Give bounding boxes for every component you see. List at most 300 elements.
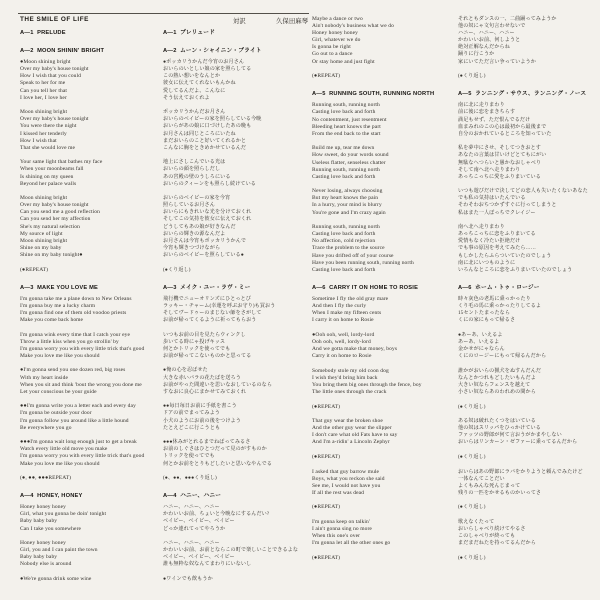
lyric-line: Make you come back home: [20, 317, 84, 323]
lyric-line: Nobody else is around: [20, 561, 72, 568]
lyric-line: 私を夢中にさせ、そしてつきおとす: [458, 145, 541, 152]
stanza: [312, 454, 455, 461]
song-block: [20, 285, 160, 483]
song-heading: A—6 CARRY IT ON HOME TO ROSIE: [312, 284, 419, 291]
lyric-line: I ain't gonna sing no more: [312, 526, 372, 533]
lyric-line: Useless flatter, senseless chatter: [312, 159, 386, 166]
lyric-line: ●●I'm gonna write you a letter each and every day: [20, 403, 136, 410]
song-block: [163, 48, 310, 274]
lyric-line: You bring them big ones through the fence, boy: [312, 381, 422, 388]
lyric-line: 大きな赤いバラの花たばを送ろう: [163, 374, 241, 381]
lyric-line: See me, I would not have you: [312, 482, 381, 489]
lyric-line: そう伝えておくれよ: [163, 94, 210, 101]
stanza: [458, 188, 600, 216]
lyric-line: ある奴は破れたくつをはいている: [458, 418, 536, 425]
lyric-line: Over my baby's house tonight: [20, 116, 89, 123]
lyric-line: どっか連れてってやろうか: [163, 525, 226, 532]
lyric-line: That she would love me: [20, 144, 76, 151]
lyric-line: ドアの前でまってみよう: [163, 410, 220, 417]
stanza: [312, 368, 455, 396]
lyric-line: ●●●休みがとれるまでねばってみるさ: [163, 439, 251, 446]
lyric-line: I'm gonna be outside your door: [20, 410, 92, 417]
lyric-line: The little ones through the crack: [312, 388, 387, 395]
stanza: [20, 332, 160, 360]
lyric-line: Watch every little old move you make: [20, 446, 108, 453]
stanza: [458, 519, 600, 547]
lyric-line: (●くり返し): [458, 454, 486, 460]
song-block: [20, 48, 160, 274]
lyric-line: ●Moon shining bright: [20, 59, 71, 66]
stanza: [312, 332, 455, 360]
lyric-line: 一体なんてことだい: [458, 475, 505, 482]
stanza: [20, 267, 160, 274]
translator-name: 久保田麻琴: [276, 18, 308, 25]
lyric-line: このしゃべりが終っても: [458, 533, 516, 540]
lyric-line: それともダンスの一、二曲踊ってみようか: [458, 16, 557, 22]
lyric-line: お月さんは今宵もポッカリうかんで: [163, 237, 247, 244]
stanza: [163, 332, 310, 360]
lyric-line: 私はまた一人ぼっちでクレイジー: [458, 209, 536, 216]
lyric-line: I'm gonna worry you with every little trick that's good: [20, 345, 145, 352]
lyric-line: I'm gonna take me a plane down to New Orleans: [20, 295, 132, 302]
lyric-line: Sometime I fly the old gray mare: [312, 295, 389, 302]
lyric-line: 他の奴にゃ文句言わせないで: [458, 23, 526, 30]
lyric-line: ●●●I'm gonna wait long enough just to get a break: [20, 439, 137, 446]
lyric-line: Speak to her for me: [20, 80, 66, 87]
lyric-line: Casting love back and forth: [312, 173, 376, 180]
lyric-line: (●くり返し): [163, 266, 191, 273]
stanza: [312, 504, 455, 511]
lyric-line: 今宵も輝きつづけながら: [163, 244, 221, 251]
lyric-line: ●●毎日毎日お前に手紙を書こう: [163, 403, 237, 410]
lyric-line: あーあ、いえるよ: [458, 338, 500, 345]
song-heading: A—1 PRELUDE: [20, 30, 66, 36]
song-block: [458, 285, 600, 562]
lyric-line: こんなに胸をときめかせているんだ: [163, 144, 247, 151]
lyric-line: おいらのいとしい娘の家を照らしてる: [163, 66, 252, 73]
lyric-line: お前が帰ってくるように祈ってもらおう: [163, 317, 257, 323]
lyric-line: おいらのベイビーの家を今宵: [163, 195, 231, 202]
lyric-line: You're gone and I'm crazy again: [312, 209, 386, 216]
lyric-line: In a hurry, your mind is blurry: [312, 202, 382, 209]
stanza: [312, 555, 455, 562]
song-heading: A—1 プレリュード: [163, 30, 216, 36]
lyric-line: Girl, whatever we do: [312, 37, 361, 44]
lyric-line: Throw a little kiss when you go strollin' by: [20, 338, 119, 345]
lyric-line: 血まみれのこの心は最初から最後まで: [458, 123, 547, 130]
stanza: [458, 404, 600, 411]
lyric-line: おいらのベイビーの家を照らしている今晩: [163, 116, 262, 123]
lyric-line: I'm gonna find one of them old voodoo priests: [20, 309, 127, 316]
stanza: [163, 296, 310, 324]
lyric-line: 歩いてる時にゃ投げキッス: [163, 338, 226, 345]
stanza: [458, 555, 600, 562]
lyric-line: お前がやった間違いを思いなおしているのなら: [163, 381, 273, 388]
stanza: [312, 188, 455, 216]
stanza: [163, 540, 310, 568]
lyric-line: Over my baby's house tonight: [20, 66, 89, 73]
lyric-line: まだまだねたを持ってるんだから: [458, 540, 536, 547]
lyric-line: ●Ooh ooh, well, lordy-lord: [312, 331, 375, 338]
lyric-line: あっちこっちに恋をふりまいてる: [458, 231, 536, 238]
lyric-line: ●俺の心を忍ばせた: [163, 367, 208, 374]
lyric-line: Make you love me like you should: [20, 460, 100, 467]
lyric-line: Or stay home and just fight: [312, 58, 375, 65]
stanza: [163, 439, 310, 467]
lyric-line: I'm gonna worry you with every little trick that's good: [20, 453, 145, 460]
lyric-line: No affection, cold rejection: [312, 238, 376, 245]
lyric-line: 自分のおかれているところを知っていた: [458, 130, 552, 137]
stanza: [312, 404, 455, 411]
stanza: [163, 504, 310, 532]
stanza: [20, 59, 160, 102]
stanza: [20, 576, 160, 583]
lyric-line: Can you send her my affection: [20, 216, 91, 223]
lyric-line: Go out to a dance: [312, 51, 353, 58]
song-heading: A—4 HONEY, HONEY: [20, 493, 83, 500]
lyric-line: Baby baby baby: [20, 554, 58, 561]
lyric-line: Moon shining bright: [20, 237, 68, 244]
column-japanese-right: [458, 16, 600, 570]
song-block: [458, 91, 600, 274]
lyric-line: あの宮殿の壁のうしろにいる: [163, 173, 231, 180]
lyric-line: 絶対正解なんだからね: [458, 44, 510, 51]
lyric-line: Running south, running north: [312, 102, 380, 109]
lyric-line: 満足もせず、ただ恨んでるだけ: [458, 116, 531, 123]
stanza: [458, 368, 600, 396]
stanza: [20, 504, 160, 532]
lyric-line: My source of light: [20, 230, 63, 237]
lyric-line: なんとかつれもどしたいもんだよ: [458, 374, 536, 381]
lyric-line: I kissed her tenderly: [20, 130, 67, 137]
lyric-line: Shine on my baby: [20, 244, 62, 251]
lyric-line: Somebody stole my old coon dog: [312, 367, 389, 374]
lyric-line: おいらのクィーンをも照らし続けている: [163, 180, 256, 187]
stanza: [163, 403, 310, 431]
lyric-line: たとえどこに行こうとも: [163, 424, 221, 431]
stanza: [20, 540, 160, 568]
lyric-line: I'm gonna wink every time that I catch your eye: [20, 331, 130, 338]
lyric-line: かわいいお前、お前とならこの町で楽しいことできるよな: [163, 547, 299, 554]
song-block: [312, 91, 455, 274]
stanza: [312, 16, 455, 66]
lyric-line: おいらのベイビーを照らしている●: [163, 251, 244, 258]
stanza: [312, 469, 455, 497]
lyric-line: 家にいてただ言い争っていようか: [458, 58, 536, 65]
song-heading: A—2 ムーン・シャイニン・ブライト: [163, 48, 262, 55]
lyric-line: How I wish that: [20, 137, 57, 144]
lyric-line: かわいいお前、何しようと: [458, 37, 521, 44]
stanza: [163, 475, 310, 482]
lyric-line: Baby baby baby: [20, 518, 58, 525]
lyric-line: この熱い想いをなんとか: [163, 73, 221, 80]
lyric-line: Can you send me a good reflection: [20, 209, 100, 216]
lyric-line: あっちこっちに愛をふりまいている: [458, 173, 541, 180]
song-heading: A—3 メイク・ユー・ラヴ・ミー: [163, 284, 251, 291]
lyric-line: Moon shining bright: [20, 109, 68, 116]
stanza: [312, 519, 455, 547]
lyric-line: Make you love me like you should: [20, 352, 100, 359]
lyric-line: おいらはリンカーン・ゼファーに乗ってるんだから: [458, 439, 578, 446]
lyric-line: ラッキー・チャーム(幸運を呼ぶお守り)も買おう: [163, 302, 276, 309]
lyric-line: Is shining on my queen: [20, 173, 74, 180]
stanza: [163, 59, 310, 102]
lyric-line: ハニー、ハニー、ハニー: [163, 504, 220, 511]
lyric-line: Have you drifted off of your course: [312, 252, 394, 259]
lyric-line: ベイビー、ベイビー、ベイビー: [163, 518, 235, 525]
lyric-line: Running south, running north: [312, 224, 380, 231]
stanza: [312, 296, 455, 324]
lyric-line: 踊りに行こうか: [458, 51, 495, 58]
lyric-line: 時々灰色の老馬に乗っかったり: [458, 295, 531, 302]
lyric-line: (●くり返し): [458, 403, 486, 410]
lyric-line: (●くり返し): [458, 504, 486, 511]
lyric-line: I'm gonna keep on talkin': [312, 519, 370, 526]
lyric-line: そわそわおちつかずすぐに行ってしまうと: [458, 202, 557, 209]
lyric-line: When you sit and think 'bout the wrong you done me: [20, 381, 142, 388]
lyric-line: ポッカリうかんだお月さん: [163, 109, 226, 116]
lyric-line: Your same light that bathes my face: [20, 159, 103, 166]
lyric-line: おいらしゃべり続けてやるさ: [458, 526, 526, 533]
lyric-line: Bleeding heart knows the part: [312, 123, 381, 130]
lyric-line: そしてヴードゥーのまじない師をさがして: [163, 309, 262, 316]
lyric-line: 南に北にいつものように: [458, 259, 516, 266]
lyric-line: おいらはあの野郎にラバをかりようと頼んでみたけど: [458, 468, 583, 475]
lyric-line: お前が帰ってこないものかと思ってる: [163, 352, 252, 359]
lyric-line: (●REPEAT): [312, 403, 341, 410]
stanza: [458, 73, 600, 80]
lyric-line: When I make my fifteen cents: [312, 310, 382, 317]
column-english-right: [312, 16, 455, 570]
lyric-line: いろんなところに恋をふりまいていたのでしょう: [458, 266, 573, 273]
lyric-line: Moon shining bright: [20, 195, 68, 202]
stanza: [458, 145, 600, 180]
lyric-line: よくもみんな死んじまって: [458, 482, 521, 489]
stanza: [163, 367, 310, 395]
lyric-line: I'm gonna follow you around like a little hound: [20, 417, 129, 424]
column-english-left: [20, 30, 160, 591]
lyric-line: (●REPEAT): [312, 504, 341, 511]
lyric-line: If all the rest was dead: [312, 489, 365, 496]
lyric-line: How sweet, do your words sound: [312, 152, 389, 159]
lyric-line: Maybe a dance or two: [312, 16, 363, 22]
lyric-line: You were there the night: [20, 123, 77, 130]
lyric-line: おいらの輝きの源なんだよ: [163, 230, 226, 237]
lyric-line: でも事の原因を考えてみたら……: [458, 245, 536, 252]
stanza: [20, 439, 160, 467]
lyric-line: Can you tell her that: [20, 87, 68, 94]
lyric-line: お月さんは同じところにいたね: [163, 130, 236, 137]
lyric-line: 15セントたまったなら: [458, 310, 511, 317]
lyric-line: 照らしているお月さん: [163, 202, 215, 209]
song-heading: A—3 MAKE YOU LOVE ME: [20, 284, 99, 291]
lyric-line: ハニー、ハニー、ハニー: [458, 30, 515, 37]
lyric-line: Beyond her palace walls: [20, 180, 77, 187]
lyric-line: No contentment, just resentment: [312, 116, 387, 123]
lyric-line: I'm gonna buy me a lucky charm: [20, 302, 96, 309]
lyric-line: Have you been running south, running north: [312, 259, 414, 266]
lyric-line: And the other guy wear the slipper: [312, 425, 392, 432]
stanza: [163, 576, 310, 583]
lyric-line: And I'm a-ridin' a Lincoln Zephyr: [312, 439, 390, 446]
lyric-line: That guy wear the broken shoe: [312, 418, 383, 425]
lyric-line: (●REPEAT): [312, 73, 341, 80]
lyric-line: Over my baby's house tonight: [20, 202, 89, 209]
lyric-line: But my heart knows the pain: [312, 195, 379, 202]
lyric-line: Trace the problem to the source: [312, 245, 385, 252]
stanza: [20, 159, 160, 187]
lyric-line: ファッツの野郎が何て言おうがかまやしない: [458, 432, 562, 439]
stanza: [458, 332, 600, 360]
column-japanese-left: [163, 30, 310, 591]
song-heading: A—6 ホーム・トゥ・ロージー: [458, 284, 540, 291]
song-heading: A—5 RUNNING SOUTH, RUNNING NORTH: [312, 91, 435, 98]
lyric-line: Girl, you and I can paint the town: [20, 547, 98, 554]
lyric-line: そして南へ北へ走りまわり: [458, 166, 521, 173]
stanza: [312, 73, 455, 80]
lyric-line: おいらにもきれいな光を分けておくれ: [163, 209, 252, 216]
stanza: [458, 224, 600, 274]
lyric-line: くり毛の馬に乗っかったりしてるよ: [458, 303, 542, 309]
lyric-line: 地上にさしこんでいる光は: [163, 159, 226, 166]
lyric-line: くにの家にもって帰るさ: [458, 317, 516, 324]
translation-label: 対訳: [233, 18, 246, 25]
lyric-line: 残りの一匹をかせるものかいってさ: [458, 489, 542, 496]
lyric-line: Casting love back and forth: [312, 109, 376, 116]
lyric-line: Running south, running north: [312, 166, 380, 173]
lyric-line: Honey honey honey: [312, 30, 358, 37]
lyric-line: (●、●●、●●●くり返し): [163, 475, 217, 482]
lyric-line: ●ワインでも飲もうか: [163, 576, 213, 583]
lyric-line: 無駄なへつらいと愚かなおしゃべり: [458, 159, 542, 166]
lyric-line: もしかしたらふらついていたのでしょう: [458, 252, 552, 259]
lyric-line: 南に北に走りまわり: [458, 102, 505, 109]
stanza: [458, 454, 600, 461]
stanza: [163, 109, 310, 152]
stanza: [458, 296, 600, 324]
lyric-line: I'm gonna let all the other ones go: [312, 540, 391, 547]
stanza: [20, 195, 160, 259]
lyric-line: 何とかトリックを使ってでも: [163, 345, 231, 352]
lyric-line: 誰かがおいらの猟犬をぬすんだんだ: [458, 367, 542, 374]
lyric-line: 前に後に恋をまきちらす: [458, 109, 516, 116]
lyric-line: Is gonna be right: [312, 44, 351, 51]
song-block: [163, 493, 310, 583]
lyric-line: With my heart inside: [20, 374, 69, 381]
lyric-line: ●I'm gonna send you one dozen red, big roses: [20, 367, 126, 374]
lyric-line: Honey honey honey: [20, 540, 66, 547]
lyric-line: (●REPEAT): [20, 266, 49, 273]
lyric-line: When this one's over: [312, 533, 361, 540]
lyric-line: When your moonbeams fall: [20, 166, 84, 173]
lyric-line: I love her, I love her: [20, 94, 67, 101]
stanza: [20, 403, 160, 431]
stanza: [163, 195, 310, 259]
stanza: [458, 418, 600, 446]
lyric-line: ハニー、ハニー、ハニー: [163, 540, 220, 547]
stanza: [20, 109, 160, 152]
lyric-line: 他の奴はスリッパをひっかけている: [458, 425, 541, 432]
lyric-line: 誰も無粋な奴なんてまわりにいないし: [163, 561, 252, 568]
lyric-line: Boys, what you reckon she said: [312, 475, 385, 482]
stanza: [20, 296, 160, 324]
lyric-line: 愛してるんだよ、こんなに: [163, 87, 226, 94]
song-block: [312, 16, 455, 80]
lyric-line: Let your conscious be your guide: [20, 388, 97, 395]
lyric-line: (●くり返し): [458, 73, 486, 80]
lyric-line: 大きい奴ならフェンスを越えて: [458, 381, 531, 388]
stanza: [312, 224, 455, 274]
lyric-line: 南へ北へ走りまわり: [458, 224, 505, 231]
lyric-line: I asked that guy barrow mule: [312, 468, 380, 475]
song-block: [20, 493, 160, 583]
lyric-line: Casting love back and forth: [312, 266, 376, 273]
song-block: [458, 16, 600, 80]
lyric-line: いつもお前の目を見たらウィンクし: [163, 331, 246, 338]
stanza: [20, 475, 160, 482]
lyric-line: I don't care what old Fats have to say: [312, 432, 398, 439]
song-block: [163, 30, 310, 37]
lyric-line: (●REPEAT): [312, 554, 341, 561]
lyric-line: あなたの言葉は甘いけどとてもにがい: [458, 152, 547, 159]
lyric-line: 飛行機でニューオリンズにひとっとび: [163, 295, 251, 302]
lyric-line: 彼女に伝えてくれないもんかね: [163, 80, 236, 87]
lyric-line: 小さい奴ならあのわれめの間から: [458, 388, 536, 395]
lyric-line: And we gotta make that money, boys: [312, 345, 398, 352]
lyric-line: お前のしぐさはひとつだって見のがすものか: [163, 446, 267, 453]
lyric-line: (●REPEAT): [312, 454, 341, 460]
lyric-line: Honey honey honey: [20, 504, 66, 511]
lyric-line: I carry it on home to Rosie: [312, 317, 374, 324]
lyric-line: でも私の気持はいたんでいる: [458, 195, 526, 202]
lyric-line: 金かせがにゃならん: [458, 345, 505, 352]
lyric-line: そしてこの気持を彼女に伝えておくれ: [163, 216, 252, 223]
lyric-line: Carry it on home to Rosie: [312, 353, 372, 360]
lyric-line: ベイビー、ベイビー、ベイビー: [163, 554, 235, 561]
lyric-line: トリックを使ってでも: [163, 453, 215, 460]
stanza: [458, 16, 600, 66]
lyric-line: 何とかお前をとりもどしたいと思いなやんでる: [163, 460, 273, 467]
lyric-line: 小犬のようにお前の後をつけよう: [163, 417, 241, 424]
lyric-line: Shine on my baby tonight●: [20, 251, 83, 258]
song-heading: A—5 ランニング・サウス、ランニング・ノース: [458, 91, 587, 98]
song-block: [163, 285, 310, 483]
lyric-line: ●あーあ、いえるよ: [458, 331, 503, 338]
song-heading: A—4 ハニー、ハニー: [163, 493, 222, 500]
lyric-line: 愛情もなく冷たい拒絶だけ: [458, 238, 521, 245]
lyric-line: まだおいらのこと好いてくれるかと: [163, 137, 247, 144]
lyric-line: I wish they'd bring him back: [312, 374, 378, 381]
album-title: THE SMILE OF LIFE: [20, 16, 89, 23]
lyric-line: Ooh ooh, well, lordy-lord: [312, 338, 371, 345]
lyric-line: ●We're gonna drink some wine: [20, 576, 92, 583]
lyric-line: かわいいお前、ちょいと今晩なにするんだい?: [163, 511, 270, 518]
stanza: [458, 102, 600, 137]
lyric-line: (●くり返し): [458, 554, 486, 561]
lyric-line: Be everywhere you go: [20, 424, 72, 431]
lyric-line: ●ポッカリうかんだ今宵のお月さん: [163, 59, 245, 66]
lyric-line: From the end back to the start: [312, 130, 381, 137]
lyric-line: And then I fly the curly: [312, 303, 367, 309]
lyric-line: Girl, what you gonna be doin' tonight: [20, 511, 107, 518]
lyric-line: She's my natural selection: [20, 223, 80, 230]
lyric-line: すなおに良心にまかせてみておくれ: [163, 388, 247, 395]
lyric-line: How I wish that you could: [20, 73, 82, 80]
lyric-line: Ain't nobody's business what we do: [312, 23, 394, 30]
lyric-line: 歌えなくたって: [458, 519, 495, 526]
lyric-line: Build me up, tear me down: [312, 145, 375, 152]
lyric-line: Can I take you somewhere: [20, 525, 82, 532]
